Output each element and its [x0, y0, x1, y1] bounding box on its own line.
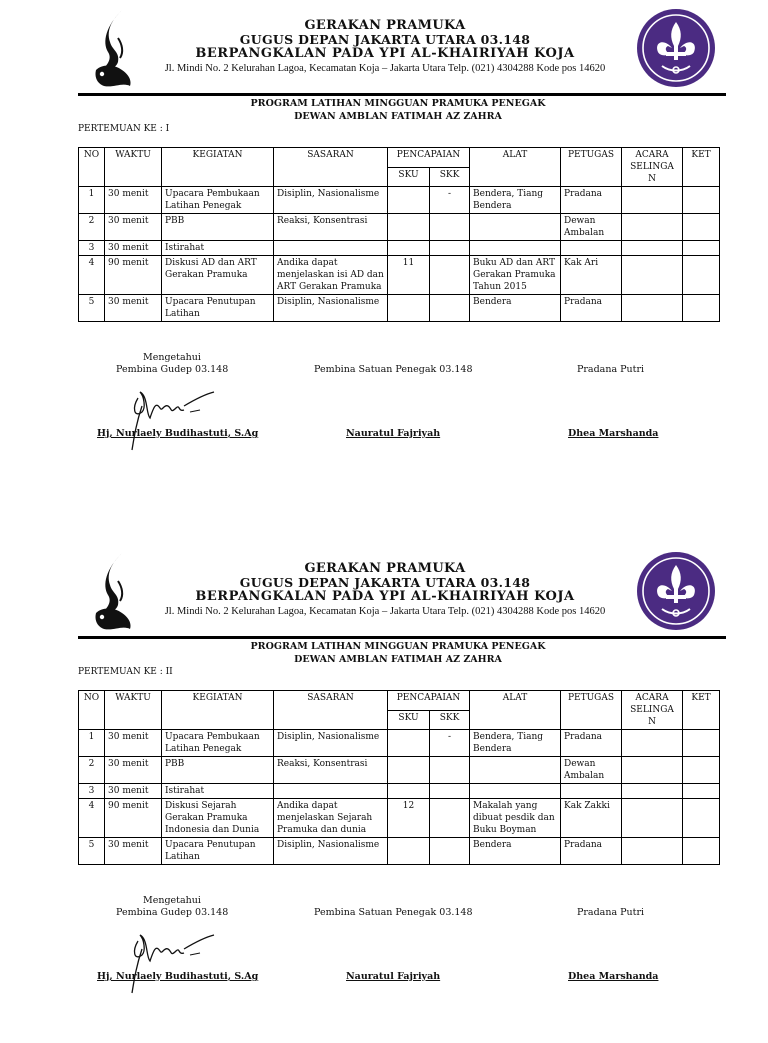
- cell-ket: [683, 214, 720, 241]
- col-header-sasaran: SASARAN: [274, 691, 388, 730]
- col-header-no: NO: [79, 148, 105, 187]
- acknowledge-label: Mengetahui: [143, 352, 201, 363]
- cell-waktu: 30 menit: [105, 295, 162, 322]
- cell-ket: [683, 838, 720, 865]
- tunas-kelapa-logo-icon: [92, 551, 136, 633]
- cell-sasaran: Andika dapat menjelaskan isi AD dan ART Gerakan Pramuka: [274, 256, 388, 295]
- cell-waktu: 30 menit: [105, 757, 162, 784]
- cell-petugas: Pradana: [561, 295, 622, 322]
- col-header-petugas: PETUGAS: [561, 148, 622, 187]
- signer-name-satuan: Nauratul Fajriyah: [346, 428, 441, 439]
- cell-sku: 12: [388, 799, 430, 838]
- org-address: Jl. Mindi No. 2 Kelurahan Lagoa, Kecamatan Koja – Jakarta Utara Telp. (021) 4304288 Kode pos 14620: [164, 606, 606, 617]
- col-header-waktu: WAKTU: [105, 691, 162, 730]
- cell-sku: [388, 838, 430, 865]
- cell-kegiatan: PBB: [162, 757, 274, 784]
- cell-kegiatan: Upacara Penutupan Latihan: [162, 838, 274, 865]
- schedule-table: [78, 147, 720, 322]
- cell-acara: [622, 838, 683, 865]
- cell-skk: [430, 214, 470, 241]
- cell-kegiatan: Diskusi Sejarah Gerakan Pramuka Indonesia dan Dunia: [162, 799, 274, 838]
- org-title: GERAKAN PRAMUKA: [304, 561, 466, 576]
- cell-kegiatan: Upacara Penutupan Latihan: [162, 295, 274, 322]
- signer-role-pradana: Pradana Putri: [577, 364, 645, 375]
- cell-waktu: 90 menit: [105, 799, 162, 838]
- cell-alat: [470, 757, 561, 784]
- cell-alat: Buku AD dan ART Gerakan Pramuka Tahun 2015: [470, 256, 561, 295]
- signer-name-pradana: Dhea Marshanda: [568, 428, 659, 439]
- cell-skk: [430, 295, 470, 322]
- cell-sku: [388, 214, 430, 241]
- cell-no: 3: [79, 784, 105, 799]
- table-row: [79, 838, 720, 865]
- program-title: PROGRAM LATIHAN MINGGUAN PRAMUKA PENEGAK: [250, 641, 546, 652]
- cell-kegiatan: Istirahat: [162, 241, 274, 256]
- cell-acara: [622, 256, 683, 295]
- handwritten-signature-icon: [124, 378, 219, 454]
- cell-petugas: Dewan Ambalan: [561, 214, 622, 241]
- cell-no: 1: [79, 187, 105, 214]
- cell-ket: [683, 241, 720, 256]
- table-row: [79, 256, 720, 295]
- col-header-sku: SKU: [388, 167, 430, 187]
- cell-petugas: Kak Zakki: [561, 799, 622, 838]
- cell-kegiatan: Istirahat: [162, 784, 274, 799]
- cell-sku: [388, 784, 430, 799]
- header-rule: [78, 636, 726, 639]
- cell-waktu: 30 menit: [105, 241, 162, 256]
- cell-petugas: [561, 784, 622, 799]
- org-title: GERAKAN PRAMUKA: [304, 18, 466, 33]
- cell-sasaran: [274, 784, 388, 799]
- cell-ket: [683, 757, 720, 784]
- cell-sasaran: Reaksi, Konsentrasi: [274, 214, 388, 241]
- signer-role-pradana: Pradana Putri: [577, 907, 645, 918]
- org-base: BERPANGKALAN PADA YPI AL-KHAIRIYAH KOJA: [195, 46, 575, 61]
- program-title: PROGRAM LATIHAN MINGGUAN PRAMUKA PENEGAK: [250, 98, 546, 109]
- cell-skk: [430, 799, 470, 838]
- cell-petugas: Pradana: [561, 187, 622, 214]
- cell-sku: 11: [388, 256, 430, 295]
- col-header-pencapaian: PENCAPAIAN: [388, 148, 470, 168]
- cell-alat: Bendera: [470, 295, 561, 322]
- col-header-alat: ALAT: [470, 148, 561, 187]
- cell-acara: [622, 187, 683, 214]
- cell-sku: [388, 295, 430, 322]
- document-section: [0, 0, 768, 500]
- scout-fleur-de-lis-emblem-icon: [636, 551, 716, 631]
- schedule-table: [78, 690, 720, 865]
- handwritten-signature-icon: [124, 921, 219, 997]
- cell-petugas: Kak Ari: [561, 256, 622, 295]
- cell-waktu: 30 menit: [105, 214, 162, 241]
- col-header-waktu: WAKTU: [105, 148, 162, 187]
- cell-kegiatan: PBB: [162, 214, 274, 241]
- signer-name-gudep: Hj, Nurlaely Budihastuti, S.Ag: [97, 428, 259, 439]
- cell-sasaran: Disiplin, Nasionalisme: [274, 295, 388, 322]
- cell-no: 1: [79, 730, 105, 757]
- signer-name-pradana: Dhea Marshanda: [568, 971, 659, 982]
- cell-acara: [622, 799, 683, 838]
- cell-waktu: 30 menit: [105, 187, 162, 214]
- cell-kegiatan: Upacara Pembukaan Latihan Penegak: [162, 730, 274, 757]
- cell-petugas: [561, 241, 622, 256]
- cell-petugas: Pradana: [561, 730, 622, 757]
- cell-skk: [430, 838, 470, 865]
- org-gudep: GUGUS DEPAN JAKARTA UTARA 03.148: [239, 575, 531, 590]
- cell-waktu: 30 menit: [105, 730, 162, 757]
- col-header-petugas: PETUGAS: [561, 691, 622, 730]
- cell-waktu: 90 menit: [105, 256, 162, 295]
- cell-sasaran: Disiplin, Nasionalisme: [274, 730, 388, 757]
- cell-waktu: 30 menit: [105, 838, 162, 865]
- table-row: [79, 784, 720, 799]
- col-header-sku: SKU: [388, 710, 430, 730]
- cell-ket: [683, 187, 720, 214]
- cell-ket: [683, 295, 720, 322]
- cell-acara: [622, 241, 683, 256]
- cell-acara: [622, 730, 683, 757]
- cell-no: 2: [79, 757, 105, 784]
- cell-alat: Bendera: [470, 838, 561, 865]
- cell-alat: Makalah yang dibuat pesdik dan Buku Boyman: [470, 799, 561, 838]
- meeting-number: PERTEMUAN KE : I: [78, 124, 170, 134]
- cell-acara: [622, 757, 683, 784]
- cell-ket: [683, 784, 720, 799]
- col-header-acara: ACARA SELINGA N: [622, 691, 683, 730]
- cell-skk: -: [430, 187, 470, 214]
- document-section: [0, 543, 768, 1043]
- table-row: [79, 241, 720, 256]
- col-header-ket: KET: [683, 691, 720, 730]
- table-row: [79, 295, 720, 322]
- cell-ket: [683, 256, 720, 295]
- cell-sasaran: Andika dapat menjelaskan Sejarah Pramuka dan dunia: [274, 799, 388, 838]
- col-header-kegiatan: KEGIATAN: [162, 148, 274, 187]
- cell-skk: [430, 784, 470, 799]
- cell-skk: [430, 256, 470, 295]
- cell-alat: Bendera, Tiang Bendera: [470, 187, 561, 214]
- col-header-kegiatan: KEGIATAN: [162, 691, 274, 730]
- signer-role-satuan: Pembina Satuan Penegak 03.148: [314, 364, 473, 375]
- table-row: [79, 799, 720, 838]
- program-subtitle: DEWAN AMBLAN FATIMAH AZ ZAHRA: [294, 654, 502, 665]
- cell-sku: [388, 187, 430, 214]
- cell-no: 5: [79, 838, 105, 865]
- cell-alat: [470, 241, 561, 256]
- tunas-kelapa-logo-icon: [92, 8, 136, 90]
- table-row: [79, 187, 720, 214]
- cell-ket: [683, 730, 720, 757]
- col-header-no: NO: [79, 691, 105, 730]
- org-address: Jl. Mindi No. 2 Kelurahan Lagoa, Kecamatan Koja – Jakarta Utara Telp. (021) 4304288 Kode pos 14620: [164, 63, 606, 74]
- cell-sasaran: Disiplin, Nasionalisme: [274, 187, 388, 214]
- cell-sku: [388, 241, 430, 256]
- scout-fleur-de-lis-emblem-icon: [636, 8, 716, 88]
- cell-sku: [388, 730, 430, 757]
- header-rule: [78, 93, 726, 96]
- col-header-sasaran: SASARAN: [274, 148, 388, 187]
- cell-no: 4: [79, 799, 105, 838]
- col-header-ket: KET: [683, 148, 720, 187]
- cell-sasaran: [274, 241, 388, 256]
- cell-skk: -: [430, 730, 470, 757]
- cell-kegiatan: Upacara Pembukaan Latihan Penegak: [162, 187, 274, 214]
- cell-waktu: 30 menit: [105, 784, 162, 799]
- cell-no: 5: [79, 295, 105, 322]
- table-row: [79, 214, 720, 241]
- cell-no: 4: [79, 256, 105, 295]
- org-base: BERPANGKALAN PADA YPI AL-KHAIRIYAH KOJA: [195, 589, 575, 604]
- col-header-pencapaian: PENCAPAIAN: [388, 691, 470, 711]
- cell-acara: [622, 784, 683, 799]
- cell-acara: [622, 214, 683, 241]
- signer-role-satuan: Pembina Satuan Penegak 03.148: [314, 907, 473, 918]
- cell-alat: [470, 784, 561, 799]
- program-subtitle: DEWAN AMBLAN FATIMAH AZ ZAHRA: [294, 111, 502, 122]
- signer-name-satuan: Nauratul Fajriyah: [346, 971, 441, 982]
- table-row: [79, 730, 720, 757]
- cell-ket: [683, 799, 720, 838]
- cell-no: 3: [79, 241, 105, 256]
- cell-sku: [388, 757, 430, 784]
- acknowledge-label: Mengetahui: [143, 895, 201, 906]
- org-gudep: GUGUS DEPAN JAKARTA UTARA 03.148: [239, 32, 531, 47]
- col-header-acara: ACARA SELINGA N: [622, 148, 683, 187]
- signer-role-gudep: Pembina Gudep 03.148: [116, 907, 229, 918]
- col-header-skk: SKK: [430, 167, 470, 187]
- cell-kegiatan: Diskusi AD dan ART Gerakan Pramuka: [162, 256, 274, 295]
- table-row: [79, 757, 720, 784]
- signer-role-gudep: Pembina Gudep 03.148: [116, 364, 229, 375]
- cell-alat: Bendera, Tiang Bendera: [470, 730, 561, 757]
- cell-skk: [430, 241, 470, 256]
- cell-no: 2: [79, 214, 105, 241]
- cell-skk: [430, 757, 470, 784]
- cell-sasaran: Disiplin, Nasionalisme: [274, 838, 388, 865]
- meeting-number: PERTEMUAN KE : II: [78, 667, 173, 677]
- col-header-alat: ALAT: [470, 691, 561, 730]
- cell-acara: [622, 295, 683, 322]
- cell-sasaran: Reaksi, Konsentrasi: [274, 757, 388, 784]
- cell-alat: [470, 214, 561, 241]
- cell-petugas: Dewan Ambalan: [561, 757, 622, 784]
- signer-name-gudep: Hj, Nurlaely Budihastuti, S.Ag: [97, 971, 259, 982]
- col-header-skk: SKK: [430, 710, 470, 730]
- cell-petugas: Pradana: [561, 838, 622, 865]
